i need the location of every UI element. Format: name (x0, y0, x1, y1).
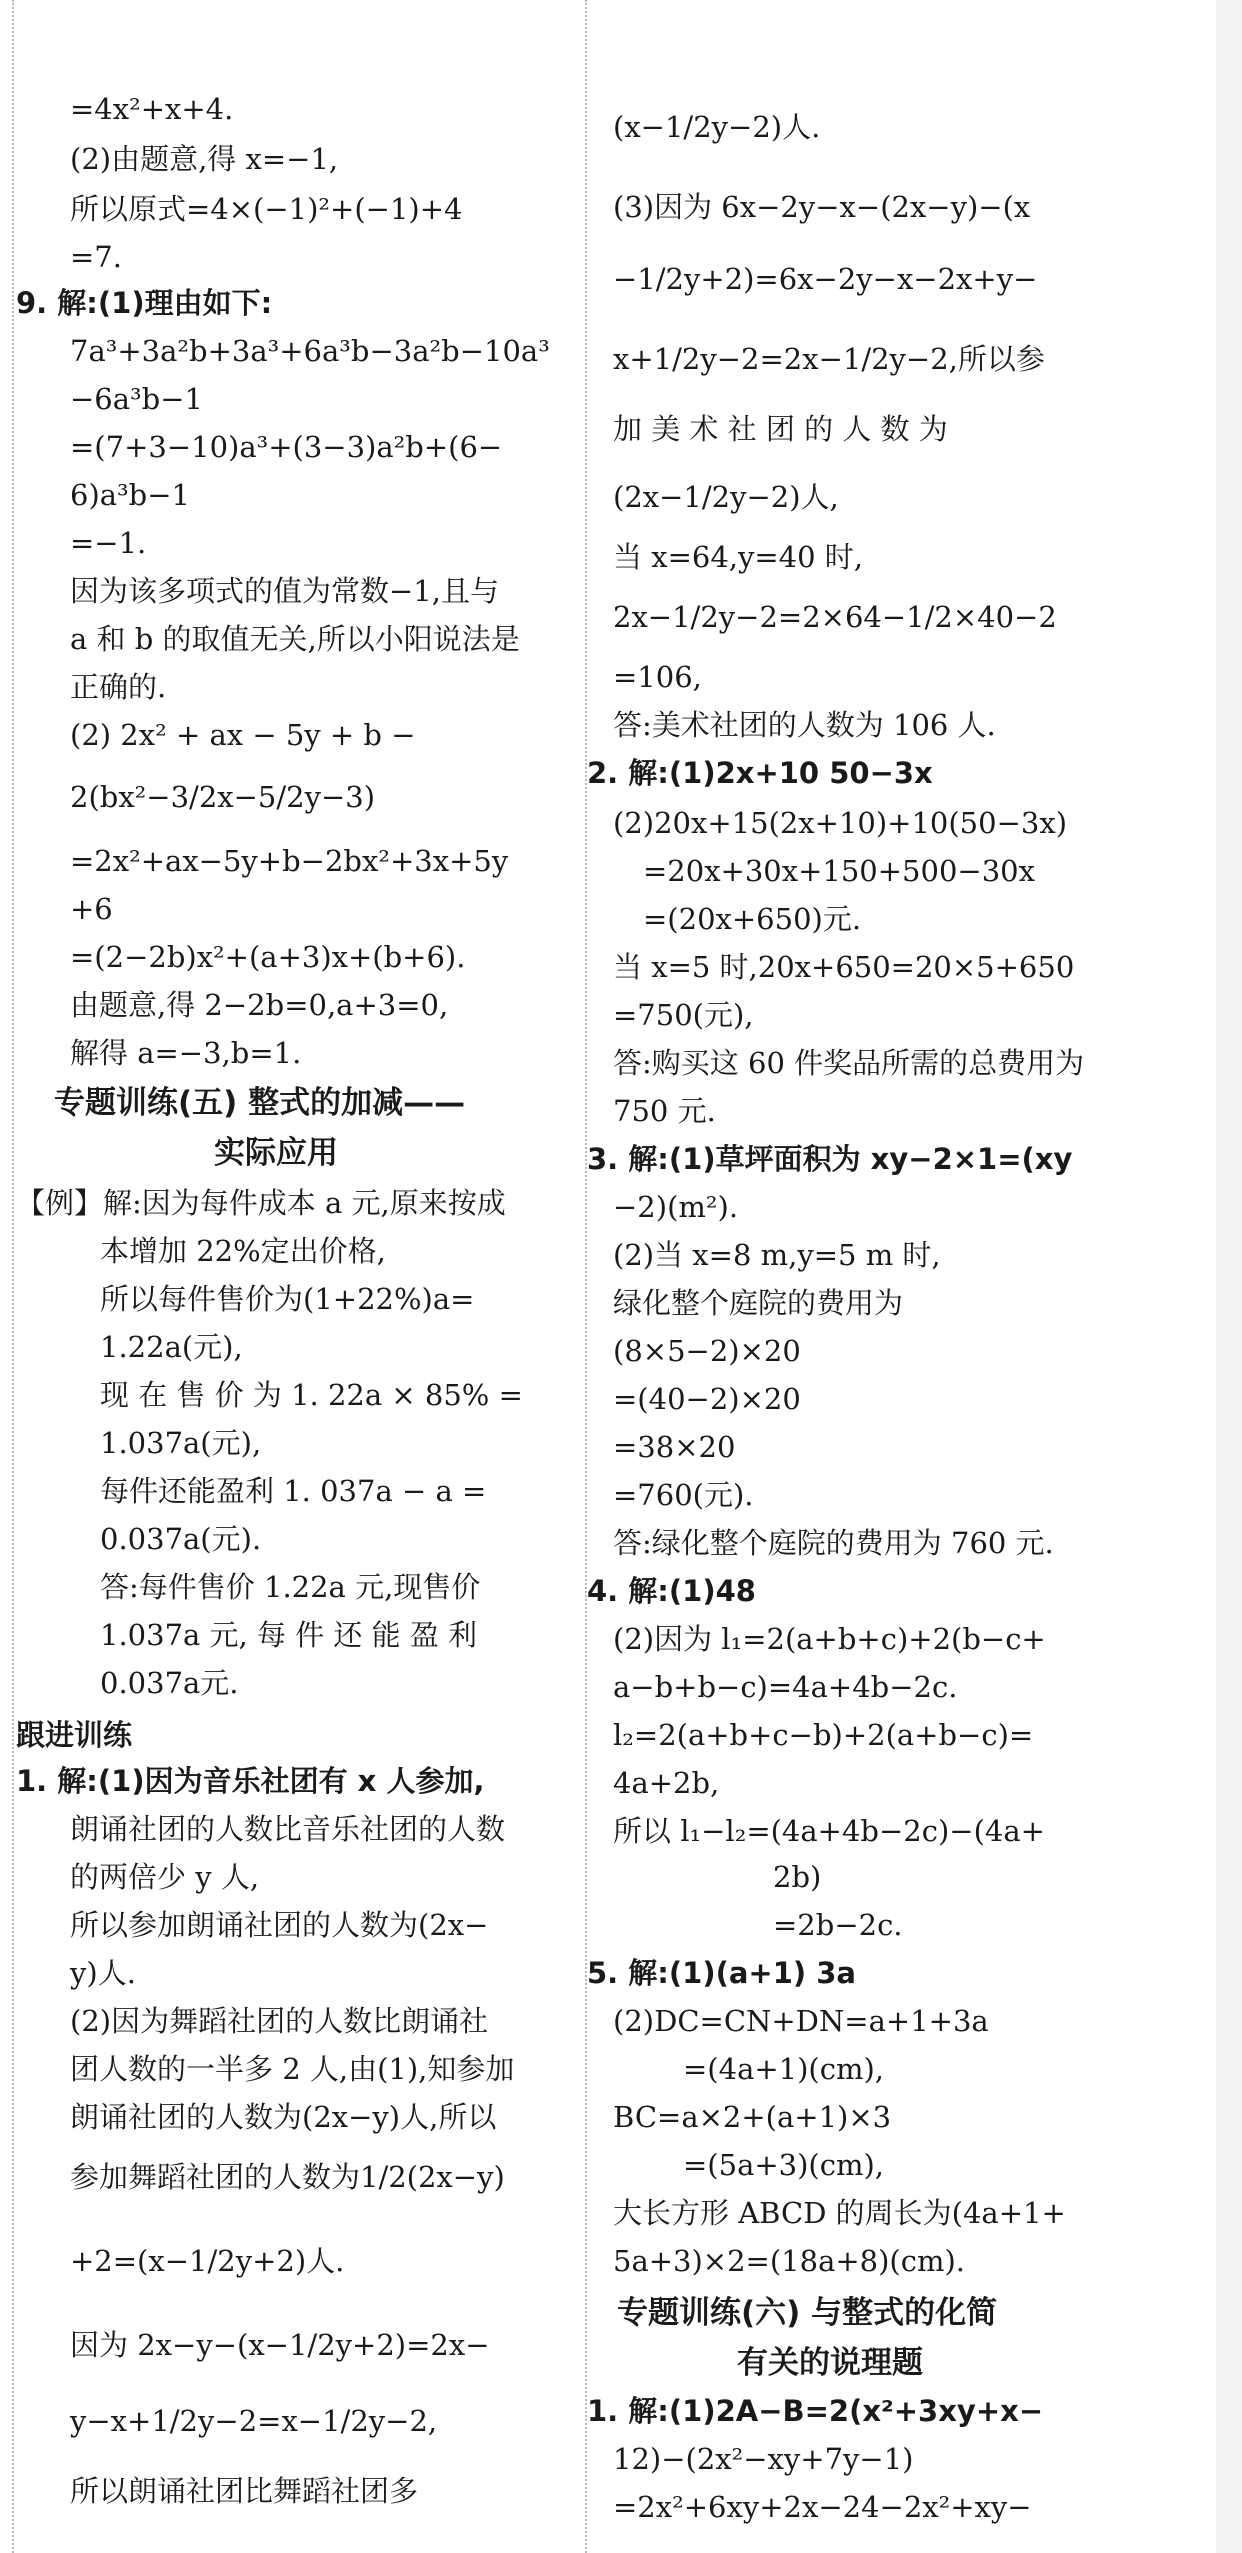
text-line: (2) 2x² + ax − 5y + b − (70, 718, 416, 752)
text-line: 12)−(2x²−xy+7y−1) (613, 2442, 914, 2476)
section-heading-cont: 有关的说理题 (737, 2345, 923, 2381)
text-line: 绿化整个庭院的费用为 (613, 1286, 904, 1320)
text-line: 正确的. (70, 670, 167, 704)
text-line: 0.037a元. (100, 1666, 239, 1700)
text-line: 750 元. (613, 1094, 716, 1128)
text-line: 1.22a(元), (100, 1330, 243, 1364)
text-line: a 和 b 的取值无关,所以小阳说法是 (70, 622, 520, 656)
text-line: (2)20x+15(2x+10)+10(50−3x) (613, 806, 1068, 840)
text-line: =2x²+ax−5y+b−2bx²+3x+5y (70, 844, 509, 878)
text-line: =(40−2)×20 (613, 1382, 801, 1416)
text-line: 0.037a(元). (100, 1522, 262, 1556)
text-line: 1.037a(元), (100, 1426, 262, 1460)
text-line: (2)因为舞蹈社团的人数比朗诵社 (70, 2004, 489, 2038)
text-line: 因为该多项式的值为常数−1,且与 (70, 574, 499, 608)
text-line: (x−1/2y−2)人. (613, 110, 821, 144)
text-line: 由题意,得 2−2b=0,a+3=0, (70, 988, 449, 1022)
text-line: 答:购买这 60 件奖品所需的总费用为 (613, 1046, 1085, 1080)
text-line: 6)a³b−1 (70, 478, 190, 512)
text-line: +2=(x−1/2y+2)人. (70, 2244, 345, 2278)
text-line: 参加舞蹈社团的人数为1/2(2x−y) (70, 2160, 505, 2194)
text-line: 大长方形 ABCD 的周长为(4a+1+ (613, 2196, 1066, 2230)
right-column (585, 0, 1147, 2553)
text-line: =38×20 (613, 1430, 736, 1464)
text-line: 的两倍少 y 人, (70, 1860, 260, 1894)
text-line: (2x−1/2y−2)人, (613, 480, 839, 514)
problem-3-start: 3. 解:(1)草坪面积为 xy−2×1=(xy (587, 1142, 1073, 1176)
example-start: 【例】解:因为每件成本 a 元,原来按成 (16, 1186, 506, 1220)
text-line: (8×5−2)×20 (613, 1334, 801, 1368)
problem-4-start: 4. 解:(1)48 (587, 1574, 756, 1608)
subsection-heading: 跟进训练 (16, 1718, 133, 1752)
text-line: x+1/2y−2=2x−1/2y−2,所以参 (613, 342, 1045, 376)
text-line: =106, (613, 660, 702, 694)
text-line: (2)由题意,得 x=−1, (70, 142, 339, 176)
text-line: =4x²+x+4. (70, 92, 234, 126)
text-line: 所以 l₁−l₂=(4a+4b−2c)−(4a+ (613, 1814, 1045, 1848)
text-line: (2)DC=CN+DN=a+1+3a (613, 2004, 989, 2038)
text-line: =(2−2b)x²+(a+3)x+(b+6). (70, 940, 466, 974)
text-line: 当 x=64,y=40 时, (613, 540, 864, 574)
text-line: =−1. (70, 526, 147, 560)
text-line: =(7+3−10)a³+(3−3)a²b+(6− (70, 430, 503, 464)
text-line: −2)(m²). (613, 1190, 739, 1224)
text-line: a−b+b−c)=4a+4b−2c. (613, 1670, 958, 1704)
text-line: =7. (70, 240, 122, 274)
text-line: (3)因为 6x−2y−x−(2x−y)−(x (613, 190, 1031, 224)
text-line: 1.037a 元, 每 件 还 能 盈 利 (100, 1618, 478, 1652)
text-line: 团人数的一半多 2 人,由(1),知参加 (70, 2052, 515, 2086)
text-line: 答:美术社团的人数为 106 人. (613, 708, 996, 742)
section-heading: 专题训练(五) 整式的加减—— (54, 1085, 466, 1121)
text-line: 2(bx²−3/2x−5/2y−3) (70, 780, 376, 814)
text-line: 加 美 术 社 团 的 人 数 为 (613, 412, 948, 446)
text-line: 现 在 售 价 为 1. 22a × 85% = (100, 1378, 523, 1412)
text-line: 7a³+3a²b+3a³+6a³b−3a²b−10a³ (70, 334, 550, 368)
text-line: 答:绿化整个庭院的费用为 760 元. (613, 1526, 1054, 1560)
text-line: 本增加 22%定出价格, (100, 1234, 386, 1268)
text-line: =2b−2c. (773, 1908, 903, 1942)
text-line: =2x²+6xy+2x−24−2x²+xy− (613, 2490, 1032, 2524)
text-line: 解得 a=−3,b=1. (70, 1036, 302, 1070)
text-line: =760(元). (613, 1478, 754, 1512)
problem-9-start: 9. 解:(1)理由如下: (16, 286, 273, 320)
text-line: (2)因为 l₁=2(a+b+c)+2(b−c+ (613, 1622, 1046, 1656)
text-line: =(5a+3)(cm), (683, 2148, 885, 2182)
text-line: 因为 2x−y−(x−1/2y+2)=2x− (70, 2328, 490, 2362)
problem-1-start: 1. 解:(1)因为音乐社团有 x 人参加, (16, 1764, 485, 1798)
text-line: BC=a×2+(a+1)×3 (613, 2100, 892, 2134)
section-heading: 专题训练(六) 与整式的化简 (617, 2295, 998, 2331)
text-line: 5a+3)×2=(18a+8)(cm). (613, 2244, 966, 2278)
problem-5-start: 5. 解:(1)(a+1) 3a (587, 1956, 856, 1990)
text-line: 所以参加朗诵社团的人数为(2x− (70, 1908, 489, 1942)
text-line: 所以原式=4×(−1)²+(−1)+4 (70, 192, 463, 226)
text-line: −1/2y+2)=6x−2y−x−2x+y− (613, 262, 1038, 296)
text-line: l₂=2(a+b+c−b)+2(a+b−c)= (613, 1718, 1034, 1752)
text-line: (2)当 x=8 m,y=5 m 时, (613, 1238, 941, 1272)
text-line: 2x−1/2y−2=2×64−1/2×40−2 (613, 600, 1057, 634)
text-line: =(20x+650)元. (643, 902, 862, 936)
text-line: 4a+2b, (613, 1766, 720, 1800)
text-line: 朗诵社团的人数为(2x−y)人,所以 (70, 2100, 497, 2134)
text-line: =20x+30x+150+500−30x (643, 854, 1035, 888)
text-line: +6 (70, 892, 113, 926)
text-line: 当 x=5 时,20x+650=20×5+650 (613, 950, 1075, 984)
section-heading-cont: 实际应用 (214, 1135, 338, 1171)
text-line: 朗诵社团的人数比音乐社团的人数 (70, 1812, 506, 1846)
problem-1-start: 1. 解:(1)2A−B=2(x²+3xy+x− (587, 2394, 1044, 2428)
text-line: 答:每件售价 1.22a 元,现售价 (100, 1570, 481, 1604)
text-line: 所以每件售价为(1+22%)a= (100, 1282, 475, 1316)
text-line: y−x+1/2y−2=x−1/2y−2, (70, 2404, 438, 2438)
text-line: 每件还能盈利 1. 037a − a = (100, 1474, 487, 1508)
text-line: 2b) (773, 1860, 822, 1894)
text-line: y)人. (70, 1956, 136, 1990)
problem-2-start: 2. 解:(1)2x+10 50−3x (587, 756, 933, 790)
left-column (12, 0, 574, 2553)
text-line: =750(元), (613, 998, 754, 1032)
text-line: −6a³b−1 (70, 382, 203, 416)
text-line: =(4a+1)(cm), (683, 2052, 885, 2086)
text-line: 所以朗诵社团比舞蹈社团多 (70, 2474, 419, 2508)
